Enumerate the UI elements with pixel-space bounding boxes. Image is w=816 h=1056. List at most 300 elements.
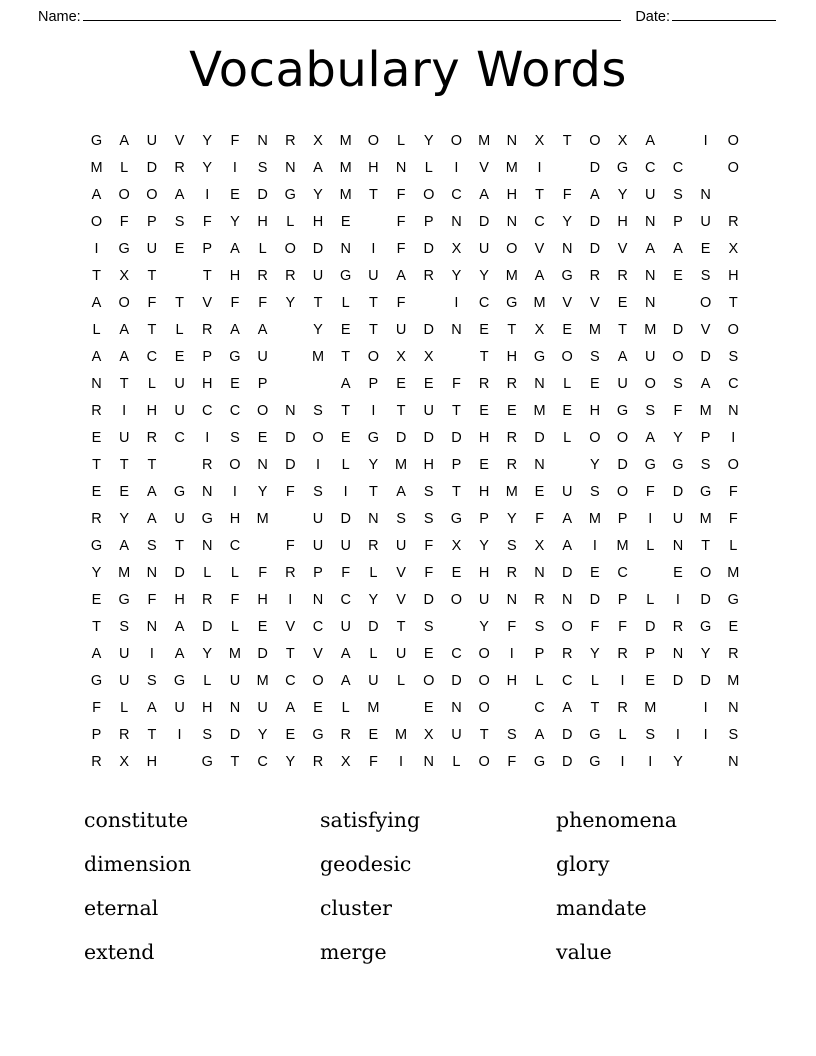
grid-letter: D (423, 430, 434, 447)
grid-letter: M (505, 484, 518, 501)
grid-letter: P (423, 214, 434, 231)
grid-letter: C (285, 673, 296, 690)
grid-letter: N (202, 484, 213, 501)
grid-row (88, 587, 742, 614)
grid-letter: G (118, 592, 130, 609)
grid-letter: A (119, 349, 130, 366)
grid-letter: U (118, 673, 130, 690)
grid-letter: O (644, 376, 656, 393)
grid-letter: C (229, 403, 241, 420)
grid-letter: I (149, 646, 154, 663)
grid-letter: R (506, 430, 518, 447)
grid-letter: L (369, 646, 378, 663)
grid-letter: G (367, 430, 380, 447)
grid-letter: F (119, 214, 129, 231)
grid-letter: U (312, 538, 324, 555)
grid-letter: Y (423, 133, 434, 150)
grid-letter: D (561, 754, 573, 771)
grid-letter: I (620, 754, 625, 771)
grid-letter: C (202, 403, 213, 420)
grid-letter: D (146, 160, 158, 177)
grid-letter: X (423, 349, 434, 366)
grid-letter: I (205, 430, 210, 447)
grid-letter: R (91, 511, 102, 528)
grid-letter: F (507, 619, 517, 636)
grid-letter: N (257, 133, 268, 150)
grid-letter: N (728, 700, 739, 717)
grid-letter: Y (590, 457, 600, 474)
grid-letter: L (203, 673, 212, 690)
grid-letter: O (616, 484, 629, 501)
grid-letter: T (175, 538, 184, 555)
grid-letter: E (119, 484, 130, 501)
grid-letter: N (340, 241, 351, 258)
grid-letter (171, 263, 188, 290)
grid-letter: S (147, 673, 157, 690)
grid-letter: U (395, 538, 407, 555)
grid-letter: I (454, 295, 459, 312)
grid-letter: S (313, 484, 323, 501)
grid-letter: T (452, 403, 461, 420)
grid-letter: D (451, 673, 462, 690)
grid-letter: A (645, 241, 656, 258)
grid-letter: Y (202, 646, 213, 663)
grid-letter: L (230, 619, 239, 636)
grid-row (88, 317, 742, 344)
grid-letter: A (91, 646, 102, 663)
grid-letter: U (229, 673, 241, 690)
grid-letter: T (535, 187, 544, 204)
grid-letter: Y (313, 187, 323, 204)
grid-row (88, 506, 742, 533)
grid-letter: R (174, 160, 185, 177)
grid-letter: F (424, 565, 434, 582)
grid-letter: L (230, 565, 239, 582)
grid-letter: I (454, 160, 459, 177)
grid-letter: I (232, 160, 237, 177)
grid-letter (282, 317, 299, 344)
grid-letter: I (205, 187, 210, 204)
grid-letter: C (229, 538, 241, 555)
grid-letter: V (396, 592, 406, 609)
grid-letter: Y (257, 484, 268, 501)
grid-letter: N (451, 214, 462, 231)
grid-letter: N (202, 538, 213, 555)
grid-letter: L (286, 214, 295, 231)
grid-letter: F (285, 538, 295, 555)
grid-letter: F (368, 754, 378, 771)
grid-letter: F (645, 484, 655, 501)
grid-letter: T (618, 322, 627, 339)
grid-letter: N (91, 376, 102, 393)
grid-letter: L (646, 538, 655, 555)
grid-row (88, 290, 742, 317)
grid-letter: N (451, 322, 462, 339)
grid-letter: U (174, 376, 185, 393)
grid-letter: X (423, 727, 434, 744)
grid-letter (171, 452, 188, 479)
grid-letter: S (423, 511, 434, 528)
grid-letter: N (506, 133, 518, 150)
grid-letter: T (368, 295, 378, 312)
grid-letter: C (645, 160, 656, 177)
grid-letter: F (396, 214, 406, 231)
grid-letter: V (396, 565, 406, 582)
grid-letter: R (285, 565, 296, 582)
grid-letter: E (91, 592, 102, 609)
name-input-line[interactable] (83, 8, 622, 21)
grid-letter: S (119, 619, 130, 636)
grid-letter (282, 506, 299, 533)
grid-letter: R (478, 376, 490, 393)
grid-letter: E (617, 295, 628, 312)
grid-letter: R (728, 214, 739, 231)
grid-letter: H (368, 160, 379, 177)
grid-letter: S (506, 727, 517, 744)
grid-letter: E (257, 619, 268, 636)
grid-letter: V (562, 295, 573, 312)
grid-letter: M (727, 565, 740, 582)
grid-letter: C (257, 754, 268, 771)
grid-letter: H (478, 565, 490, 582)
grid-letter: G (201, 754, 213, 771)
grid-row (88, 371, 742, 398)
grid-letter: A (562, 511, 573, 528)
grid-letter: F (147, 592, 157, 609)
grid-letter: A (340, 376, 351, 393)
grid-letter: G (616, 403, 629, 420)
grid-letter: V (285, 619, 296, 636)
grid-letter: I (94, 241, 99, 258)
word-list-item: constitute (84, 808, 189, 833)
grid-letter: N (229, 700, 241, 717)
grid-letter: H (506, 349, 518, 366)
grid-letter: R (506, 376, 518, 393)
grid-letter: N (285, 160, 296, 177)
grid-letter: T (147, 727, 157, 744)
grid-letter: H (506, 673, 518, 690)
grid-letter: G (644, 457, 656, 474)
grid-letter: N (534, 376, 545, 393)
grid-letter: U (118, 430, 130, 447)
grid-letter: C (312, 619, 324, 636)
grid-row (88, 344, 742, 371)
grid-letter: S (313, 403, 323, 420)
grid-letter: D (561, 565, 573, 582)
grid-letter: N (728, 403, 739, 420)
grid-letter: A (562, 700, 573, 717)
word-list-item: satisfying (320, 808, 421, 833)
grid-letter: H (174, 592, 185, 609)
grid-letter: F (673, 403, 683, 420)
grid-letter: A (700, 376, 711, 393)
grid-letter: X (396, 349, 406, 366)
grid-letter: N (561, 241, 573, 258)
date-label: Date: (635, 9, 670, 25)
grid-letter: O (478, 754, 490, 771)
grid-letter (282, 371, 299, 398)
grid-letter (697, 155, 714, 182)
grid-letter: F (562, 187, 572, 204)
grid-letter: O (699, 565, 712, 582)
grid-letter: U (257, 700, 268, 717)
grid-letter: D (257, 187, 268, 204)
grid-letter: Y (202, 133, 213, 150)
grid-letter: O (672, 349, 684, 366)
grid-letter: E (174, 349, 185, 366)
grid-letter: N (423, 754, 434, 771)
grid-letter: O (478, 673, 490, 690)
grid-letter: P (368, 376, 379, 393)
grid-letter: I (177, 727, 182, 744)
grid-letter: C (146, 349, 158, 366)
grid-letter: V (590, 295, 600, 312)
grid-letter: A (230, 322, 240, 339)
grid-letter: T (562, 133, 572, 150)
grid-letter: X (119, 754, 130, 771)
grid-letter: R (617, 268, 628, 285)
grid-letter: Y (479, 538, 489, 555)
grid-letter: D (700, 592, 711, 609)
grid-letter: N (534, 457, 545, 474)
grid-letter: C (340, 592, 351, 609)
grid-letter: N (728, 754, 739, 771)
grid-letter: F (452, 376, 461, 393)
grid-letter: V (202, 295, 213, 312)
date-input-line[interactable] (672, 8, 776, 21)
grid-letter: I (648, 511, 653, 528)
grid-letter: L (341, 457, 350, 474)
grid-letter: N (285, 403, 296, 420)
grid-letter: O (312, 673, 324, 690)
grid-letter: O (367, 349, 380, 366)
grid-letter: Y (673, 754, 683, 771)
grid-letter: F (92, 700, 101, 717)
grid-letter: L (618, 727, 627, 744)
grid-letter: F (728, 511, 738, 528)
grid-row (88, 668, 742, 695)
grid-letter: D (672, 322, 684, 339)
grid-letter: D (534, 430, 545, 447)
grid-letter: P (479, 511, 489, 528)
grid-letter: R (257, 268, 268, 285)
grid-letter: A (479, 187, 489, 204)
grid-letter: H (202, 376, 213, 393)
grid-letter: U (395, 322, 407, 339)
grid-letter: G (201, 511, 213, 528)
grid-letter: U (312, 268, 324, 285)
word-search-grid (36, 128, 780, 776)
grid-letter (282, 344, 299, 371)
grid-letter: I (648, 754, 653, 771)
grid-letter: R (561, 646, 573, 663)
grid-letter: N (561, 592, 573, 609)
grid-row (88, 236, 742, 263)
grid-letter: E (423, 700, 434, 717)
grid-letter: R (118, 727, 130, 744)
grid-letter: M (395, 727, 408, 744)
grid-letter (171, 749, 188, 776)
grid-letter: G (533, 754, 546, 771)
grid-letter: I (288, 592, 293, 609)
grid-letter: M (644, 700, 657, 717)
grid-letter: E (728, 619, 739, 636)
grid-row (88, 614, 742, 641)
grid-letter: A (645, 133, 656, 150)
grid-letter: N (146, 565, 158, 582)
grid-letter: R (91, 403, 102, 420)
grid-letter: I (537, 160, 542, 177)
grid-letter: L (203, 565, 212, 582)
grid-letter: T (728, 295, 738, 312)
grid-letter: E (645, 673, 656, 690)
grid-row (88, 209, 742, 236)
grid-letter: M (727, 673, 740, 690)
grid-letter: U (257, 349, 268, 366)
grid-letter: M (256, 673, 269, 690)
grid-letter: C (728, 376, 739, 393)
grid-letter: U (146, 133, 158, 150)
grid-row (88, 452, 742, 479)
grid-letter: R (146, 430, 158, 447)
grid-letter: A (174, 187, 185, 204)
grid-letter: D (285, 457, 296, 474)
grid-letter (420, 290, 437, 317)
grid-letter: F (285, 484, 295, 501)
grid-letter: P (617, 511, 628, 528)
grid-letter: G (506, 295, 518, 312)
grid-letter: V (479, 160, 489, 177)
grid-letter: P (534, 646, 545, 663)
word-list-item: extend (84, 940, 155, 965)
grid-letter: P (451, 457, 462, 474)
grid-letter (725, 182, 742, 209)
grid-letter: X (534, 538, 545, 555)
grid-letter: E (91, 430, 102, 447)
grid-letter: G (173, 484, 186, 501)
word-list-item: geodesic (320, 852, 412, 877)
grid-letter: R (672, 619, 684, 636)
grid-letter: Y (230, 214, 240, 231)
word-list-item: cluster (320, 896, 392, 921)
word-list-item: eternal (84, 896, 159, 921)
grid-letter: G (699, 484, 712, 501)
grid-letter: G (561, 268, 573, 285)
grid-letter: R (285, 268, 296, 285)
grid-letter: E (534, 484, 545, 501)
grid-letter: E (562, 403, 573, 420)
grid-letter: U (146, 241, 158, 258)
grid-letter: S (645, 403, 656, 420)
grid-letter: M (118, 565, 131, 582)
grid-letter: L (397, 133, 406, 150)
grid-letter: Y (119, 511, 130, 528)
grid-letter: R (91, 754, 102, 771)
grid-letter: X (534, 133, 545, 150)
grid-letter: R (368, 538, 379, 555)
grid-letter: A (534, 727, 545, 744)
grid-letter: C (174, 430, 185, 447)
grid-letter: O (727, 133, 739, 150)
grid-letter: G (589, 727, 601, 744)
grid-letter (697, 749, 714, 776)
grid-letter: H (202, 700, 213, 717)
grid-letter: D (617, 457, 628, 474)
grid-letter: O (727, 160, 739, 177)
grid-letter: Y (479, 619, 489, 636)
grid-letter: T (147, 322, 157, 339)
grid-letter: G (672, 457, 684, 474)
grid-letter: C (534, 214, 545, 231)
grid-letter: E (340, 322, 351, 339)
grid-letter: I (675, 727, 680, 744)
grid-letter: F (230, 133, 240, 150)
grid-letter: S (728, 727, 739, 744)
grid-letter: H (229, 268, 241, 285)
grid-letter: S (423, 484, 434, 501)
grid-letter: G (284, 187, 296, 204)
grid-letter: D (672, 673, 684, 690)
grid-letter (448, 614, 465, 641)
grid-letter: F (202, 214, 212, 231)
grid-letter: M (533, 295, 546, 312)
grid-letter: R (506, 565, 518, 582)
grid-letter: D (340, 511, 351, 528)
grid-letter: U (478, 241, 490, 258)
grid-letter: O (478, 700, 490, 717)
grid-letter: L (258, 241, 267, 258)
grid-letter: M (505, 268, 518, 285)
grid-letter: E (479, 322, 489, 339)
grid-letter: T (479, 349, 489, 366)
grid-letter: S (257, 160, 268, 177)
page-title: Vocabulary Words (189, 42, 627, 98)
grid-letter: T (285, 646, 295, 663)
grid-letter: D (423, 241, 434, 258)
grid-letter: M (505, 160, 518, 177)
grid-letter: T (147, 457, 157, 474)
grid-letter: X (617, 133, 628, 150)
grid-letter: X (313, 133, 323, 150)
grid-letter: T (119, 376, 129, 393)
grid-letter: N (672, 646, 684, 663)
grid-letter: S (174, 214, 185, 231)
grid-letter: S (534, 619, 545, 636)
grid-letter: M (311, 349, 325, 366)
grid-letter: V (174, 133, 185, 150)
grid-letter: A (562, 538, 573, 555)
grid-letter: A (396, 268, 406, 285)
grid-letter: A (230, 241, 240, 258)
grid-letter: N (700, 187, 711, 204)
grid-letter: M (339, 187, 352, 204)
grid-letter: S (423, 619, 434, 636)
grid-letter: Y (285, 754, 296, 771)
grid-letter: R (423, 268, 434, 285)
grid-letter: X (451, 241, 462, 258)
grid-letter: G (90, 538, 103, 555)
grid-letter: E (451, 565, 462, 582)
grid-letter: O (423, 673, 435, 690)
grid-letter: R (202, 457, 213, 474)
grid-letter: D (423, 592, 434, 609)
grid-letter: G (173, 673, 186, 690)
grid-letter: P (202, 241, 213, 258)
grid-row (88, 155, 742, 182)
grid-letter: F (618, 619, 627, 636)
grid-letter: H (312, 214, 324, 231)
grid-letter: O (561, 619, 573, 636)
